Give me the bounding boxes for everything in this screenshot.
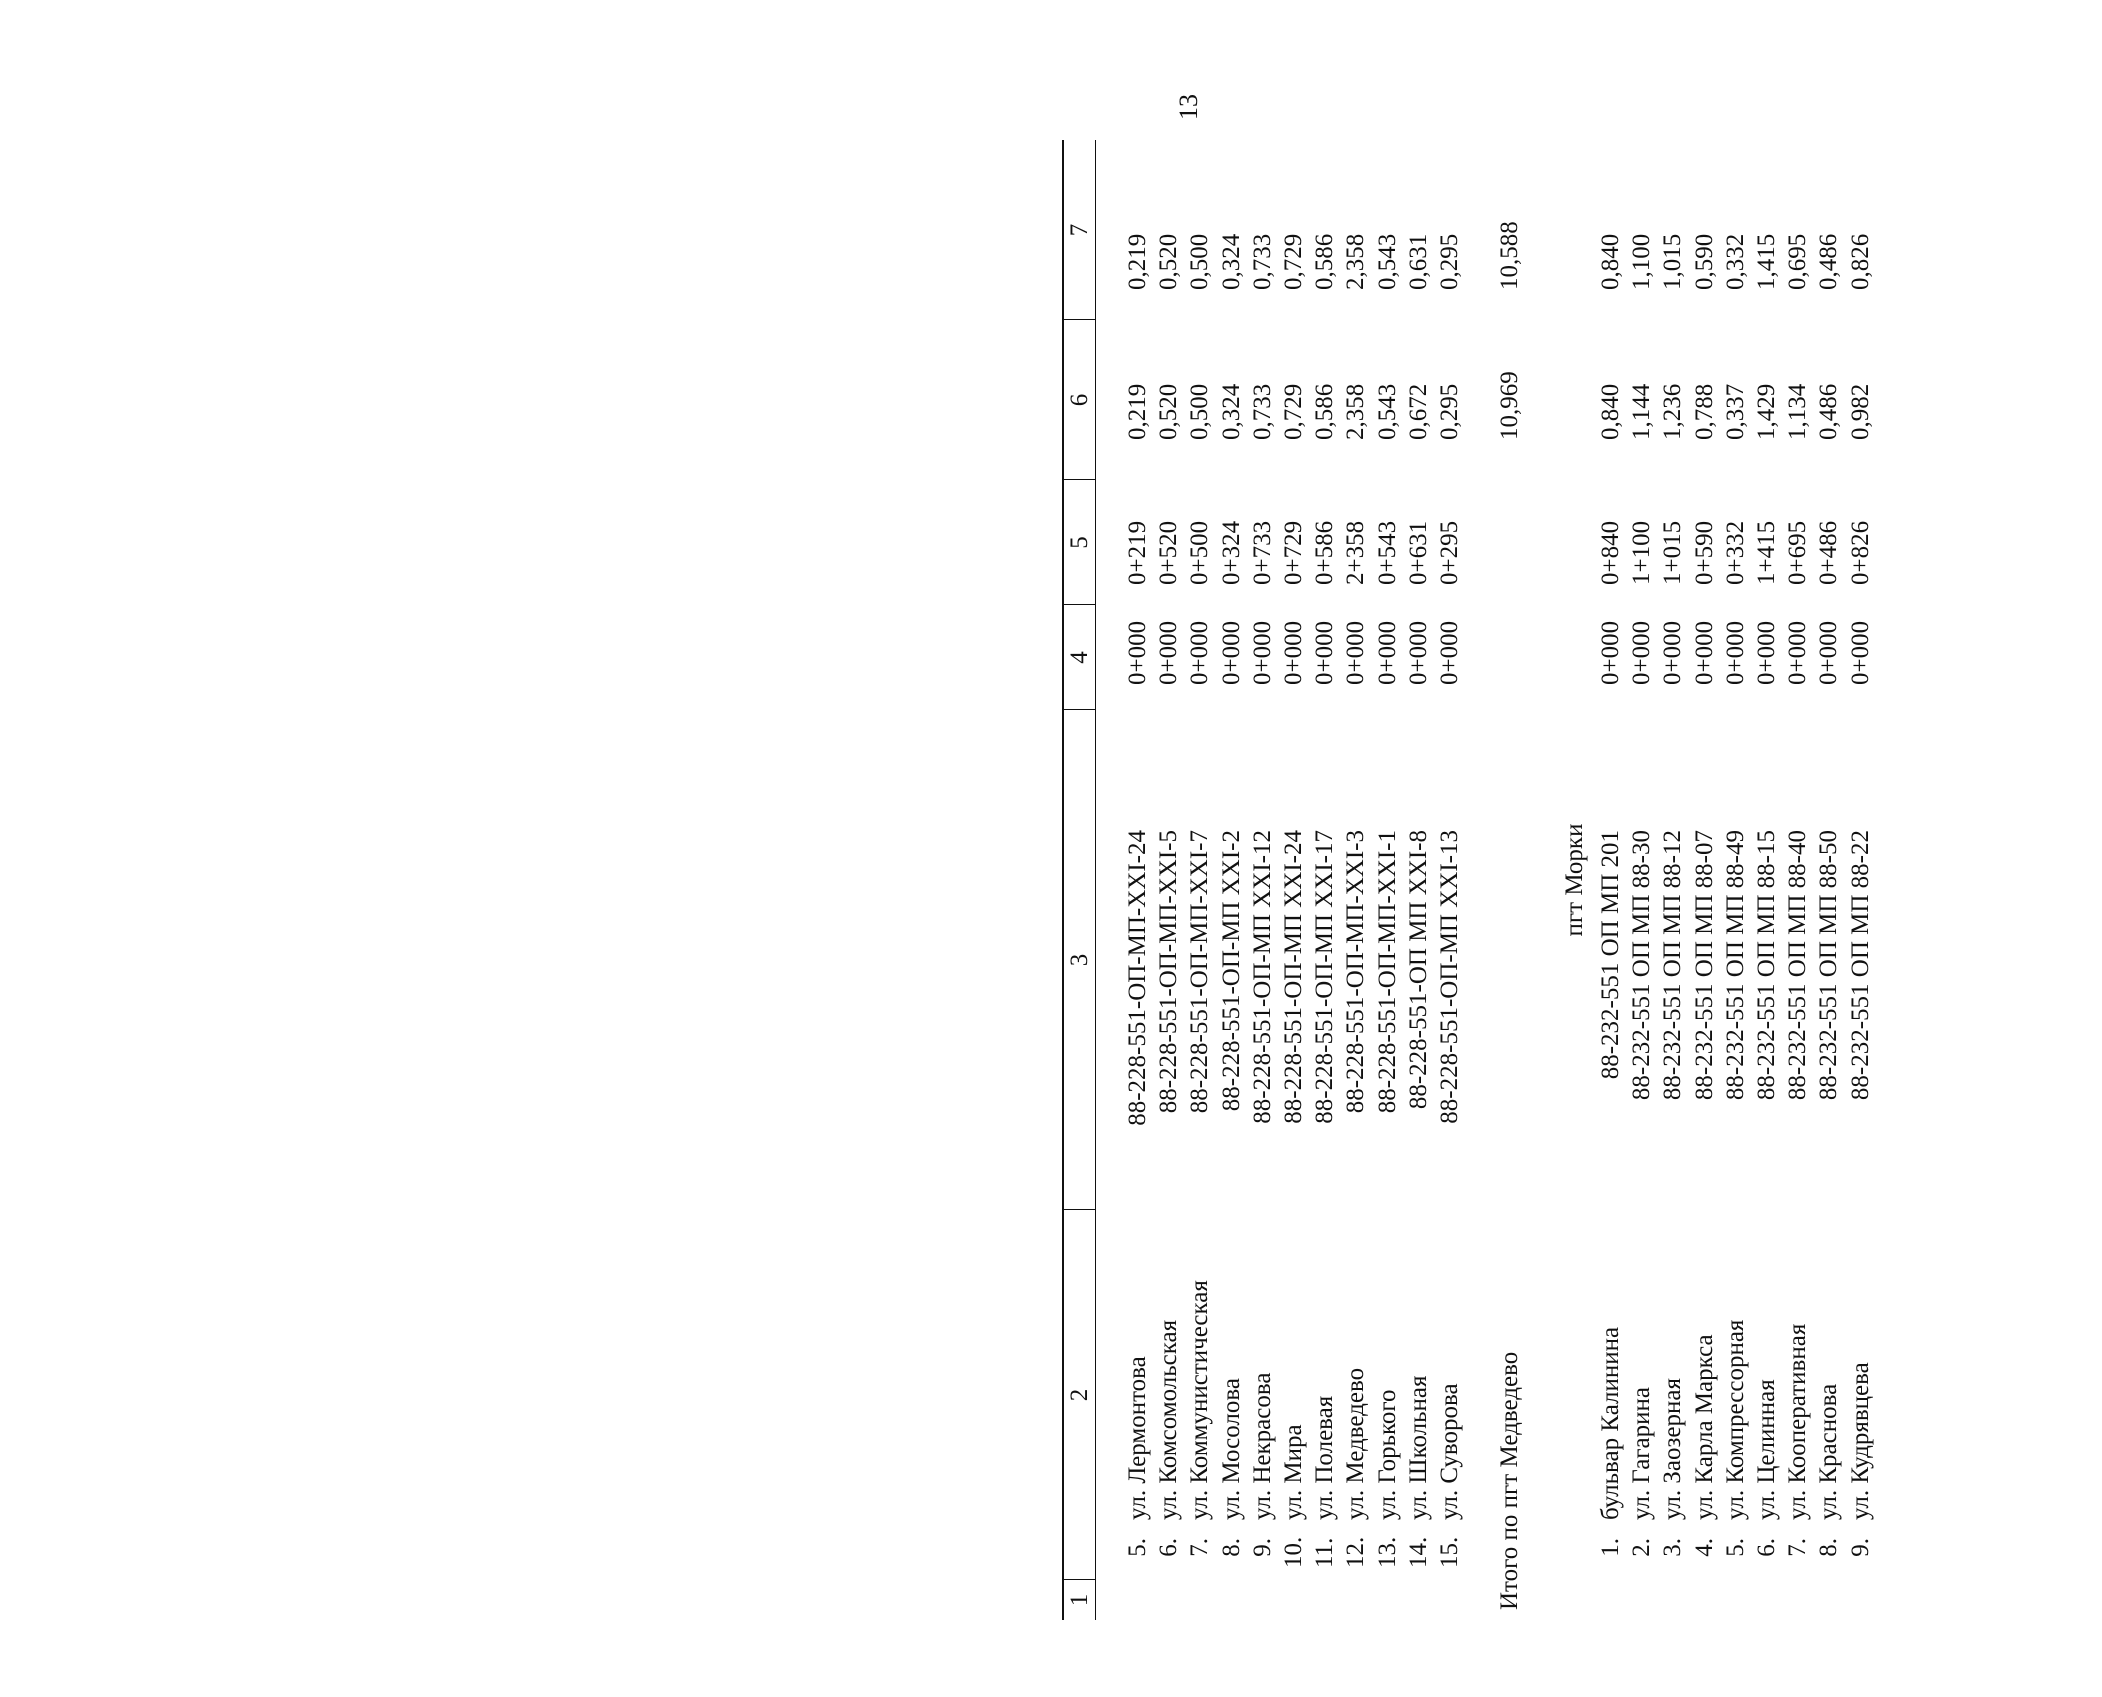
total-label: Итого по пгт Медведево (1496, 1351, 1523, 1610)
length-total: 1,134 (1784, 383, 1812, 440)
road-code: 88-228-551-ОП-МП XXI-13 (1436, 830, 1463, 1124)
row-number: 12. (1342, 1536, 1370, 1568)
length-part: 1,415 (1753, 233, 1780, 290)
length-total: 0,982 (1846, 383, 1874, 440)
street-name: ул. Краснова (1815, 1383, 1843, 1520)
start-km: 0+000 (1404, 620, 1432, 685)
road-code: 88-228-551-ОП-МП XXI-2 (1217, 830, 1245, 1112)
road-code: 88-228-551-ОП-МП-XXI-7 (1186, 830, 1214, 1114)
total-length-part: 10,588 (1496, 221, 1523, 290)
length-total: 0,486 (1815, 383, 1843, 440)
table-row (1372, 140, 1403, 1620)
road-code: 88-228-551-ОП-МП XXI-12 (1248, 830, 1276, 1124)
total-row (1494, 140, 1525, 1620)
end-km: 0+729 (1280, 520, 1307, 585)
row-number: 3. (1659, 1538, 1687, 1557)
length-part: 0,840 (1597, 233, 1624, 290)
start-km: 0+000 (1373, 620, 1401, 685)
road-code: 88-232-551 ОП МП 88-22 (1846, 830, 1874, 1101)
end-km: 1+015 (1659, 520, 1687, 585)
row-number: 8. (1815, 1538, 1843, 1557)
street-name: ул. Комсомольская (1155, 1319, 1183, 1520)
street-name: ул. Лермонтова (1124, 1356, 1151, 1520)
length-total: 0,500 (1186, 383, 1214, 440)
length-part: 0,500 (1186, 233, 1214, 290)
table-row (1689, 140, 1720, 1620)
table-row (1340, 140, 1371, 1620)
table-row (1184, 140, 1215, 1620)
row-number: 7. (1784, 1538, 1812, 1557)
length-part: 0,695 (1784, 233, 1812, 290)
road-code: 88-228-551-ОП-МП XXI-17 (1311, 830, 1339, 1124)
road-code: 88-228-551-ОП-МП-XXI-5 (1155, 830, 1183, 1114)
length-total: 0,543 (1373, 383, 1401, 440)
header-col-6: 6 (1066, 393, 1093, 407)
start-km: 0+000 (1436, 620, 1463, 685)
length-part: 0,332 (1721, 233, 1749, 290)
row-number: 2. (1628, 1538, 1656, 1557)
row-number: 10. (1280, 1536, 1307, 1568)
table-row (1278, 140, 1309, 1620)
start-km: 0+000 (1753, 620, 1780, 685)
street-name: ул. Некрасова (1248, 1372, 1276, 1520)
table-row (1309, 140, 1340, 1620)
start-km: 0+000 (1721, 620, 1749, 685)
row-number: 15. (1436, 1536, 1463, 1568)
header-col-7: 7 (1066, 223, 1093, 237)
table-row (1247, 140, 1278, 1620)
street-name: ул. Кудрявцева (1846, 1362, 1874, 1520)
row-number: 6. (1155, 1538, 1183, 1557)
end-km: 0+520 (1155, 520, 1183, 585)
end-km: 0+840 (1597, 520, 1624, 585)
end-km: 1+415 (1753, 520, 1780, 585)
road-code: 88-232-551 ОП МП 88-50 (1815, 830, 1843, 1101)
table-row (1813, 140, 1844, 1620)
street-name: ул. Полевая (1311, 1395, 1339, 1520)
end-km: 0+586 (1311, 520, 1339, 585)
row-number: 8. (1217, 1538, 1245, 1557)
end-km: 0+543 (1373, 520, 1401, 585)
length-total: 0,324 (1217, 383, 1245, 440)
table-row (1122, 140, 1153, 1620)
road-code: 88-232-551 ОП МП 88-12 (1659, 830, 1687, 1101)
row-number: 9. (1248, 1538, 1276, 1557)
start-km: 0+000 (1311, 620, 1339, 685)
road-code: 88-228-551-ОП-МП-XXI-1 (1373, 830, 1401, 1114)
header-col-2: 2 (1066, 1388, 1093, 1402)
length-part: 0,729 (1280, 233, 1307, 290)
start-km: 0+000 (1690, 620, 1718, 685)
header-col-1: 1 (1066, 1593, 1093, 1607)
end-km: 1+100 (1628, 520, 1656, 585)
start-km: 0+000 (1659, 620, 1687, 685)
row-number: 14. (1404, 1536, 1432, 1568)
street-name: ул. Заозерная (1659, 1378, 1687, 1520)
start-km: 0+000 (1280, 620, 1307, 685)
start-km: 0+000 (1784, 620, 1812, 685)
end-km: 0+332 (1721, 520, 1749, 585)
street-name: ул. Кооперативная (1784, 1323, 1812, 1520)
length-part: 0,543 (1373, 233, 1401, 290)
street-name: ул. Горького (1373, 1389, 1401, 1520)
length-total: 1,236 (1659, 383, 1687, 440)
start-km: 0+000 (1155, 620, 1183, 685)
end-km: 0+826 (1846, 520, 1874, 585)
road-code: 88-228-551-ОП-МП XXI-24 (1280, 830, 1307, 1124)
length-total: 0,337 (1721, 383, 1749, 440)
table-row (1720, 140, 1751, 1620)
street-name: ул. Школьная (1404, 1375, 1432, 1520)
table-row (1434, 140, 1465, 1620)
length-total: 1,144 (1628, 383, 1656, 440)
section-row (1559, 140, 1590, 1620)
row-number: 9. (1846, 1538, 1874, 1557)
street-name: ул. Карла Маркса (1690, 1334, 1718, 1520)
street-name: ул. Гагарина (1628, 1386, 1656, 1520)
table-row (1153, 140, 1184, 1620)
start-km: 0+000 (1846, 620, 1874, 685)
table-row (1782, 140, 1813, 1620)
length-part: 0,295 (1436, 233, 1463, 290)
street-name: ул. Медведево (1342, 1367, 1370, 1520)
row-number: 11. (1311, 1537, 1339, 1568)
road-code: 88-232-551 ОП МП 88-15 (1753, 830, 1780, 1101)
total-length: 10,969 (1496, 371, 1523, 440)
start-km: 0+000 (1597, 620, 1624, 685)
length-total: 0,788 (1690, 383, 1718, 440)
table-row (1403, 140, 1434, 1620)
end-km: 0+733 (1248, 520, 1276, 585)
start-km: 0+000 (1124, 620, 1151, 685)
start-km: 0+000 (1248, 620, 1276, 685)
length-part: 1,015 (1659, 233, 1687, 290)
end-km: 0+295 (1436, 520, 1463, 585)
end-km: 0+500 (1186, 520, 1214, 585)
table-header (1062, 140, 1096, 1620)
length-part: 0,733 (1248, 233, 1276, 290)
end-km: 0+590 (1690, 520, 1718, 585)
start-km: 0+000 (1815, 620, 1843, 685)
row-number: 1. (1597, 1538, 1624, 1557)
start-km: 0+000 (1186, 620, 1214, 685)
table-row (1216, 140, 1247, 1620)
length-part: 0,586 (1311, 233, 1339, 290)
length-part: 0,826 (1846, 233, 1874, 290)
length-part: 0,520 (1155, 233, 1183, 290)
header-col-3: 3 (1066, 953, 1093, 967)
length-total: 1,429 (1753, 383, 1780, 440)
length-total: 0,840 (1597, 383, 1624, 440)
length-total: 0,219 (1124, 383, 1151, 440)
road-code: 88-232-551 ОП МП 201 (1597, 830, 1624, 1080)
row-number: 4. (1690, 1538, 1718, 1557)
length-total: 0,733 (1248, 383, 1276, 440)
header-col-5: 5 (1066, 536, 1093, 549)
table-row (1657, 140, 1688, 1620)
road-code: 88-228-551-ОП-МП-XXI-3 (1342, 830, 1370, 1114)
length-total: 0,295 (1436, 383, 1463, 440)
header-col-4: 4 (1066, 651, 1093, 664)
row-number: 6. (1753, 1538, 1780, 1557)
table-row (1595, 140, 1626, 1620)
street-name: ул. Целинная (1753, 1379, 1780, 1520)
length-part: 0,486 (1815, 233, 1843, 290)
length-total: 2,358 (1342, 383, 1370, 440)
length-part: 0,324 (1217, 233, 1245, 290)
street-name: ул. Компрессорная (1721, 1319, 1749, 1520)
length-part: 0,590 (1690, 233, 1718, 290)
street-name: ул. Мосолова (1217, 1378, 1245, 1520)
road-code: 88-228-551-ОП-МП-XXI-24 (1124, 830, 1151, 1126)
end-km: 0+324 (1217, 520, 1245, 585)
end-km: 2+358 (1342, 520, 1370, 585)
row-number: 7. (1186, 1538, 1214, 1557)
section-title: пгт Морки (1561, 823, 1588, 937)
page-number: 13 (1174, 94, 1203, 120)
start-km: 0+000 (1628, 620, 1656, 685)
table-row (1626, 140, 1657, 1620)
row-number: 13. (1373, 1536, 1401, 1568)
end-km: 0+486 (1815, 520, 1843, 585)
length-total: 0,586 (1311, 383, 1339, 440)
road-code: 88-232-551 ОП МП 88-30 (1628, 830, 1656, 1101)
table-row (1845, 140, 1876, 1620)
start-km: 0+000 (1342, 620, 1370, 685)
length-total: 0,520 (1155, 383, 1183, 440)
street-name: ул. Мира (1280, 1424, 1307, 1520)
start-km: 0+000 (1217, 620, 1245, 685)
length-part: 2,358 (1342, 233, 1370, 290)
end-km: 0+631 (1404, 520, 1432, 585)
length-part: 0,219 (1124, 233, 1151, 290)
street-name: бульвар Калинина (1597, 1326, 1624, 1520)
length-part: 0,631 (1404, 233, 1432, 290)
road-code: 88-228-551-ОП МП XXI-8 (1404, 830, 1432, 1110)
table-row (1751, 140, 1782, 1620)
length-part: 1,100 (1628, 233, 1656, 290)
road-code: 88-232-551 ОП МП 88-49 (1721, 830, 1749, 1101)
row-number: 5. (1721, 1538, 1749, 1557)
length-total: 0,729 (1280, 383, 1307, 440)
road-code: 88-232-551 ОП МП 88-40 (1784, 830, 1812, 1101)
row-number: 5. (1124, 1538, 1151, 1557)
rotated-table (1062, 140, 2102, 1620)
end-km: 0+695 (1784, 520, 1812, 585)
street-name: ул. Суворова (1436, 1383, 1463, 1520)
length-total: 0,672 (1404, 383, 1432, 440)
road-code: 88-232-551 ОП МП 88-07 (1690, 830, 1718, 1101)
street-name: ул. Коммунистическая (1186, 1280, 1214, 1520)
end-km: 0+219 (1124, 520, 1151, 585)
